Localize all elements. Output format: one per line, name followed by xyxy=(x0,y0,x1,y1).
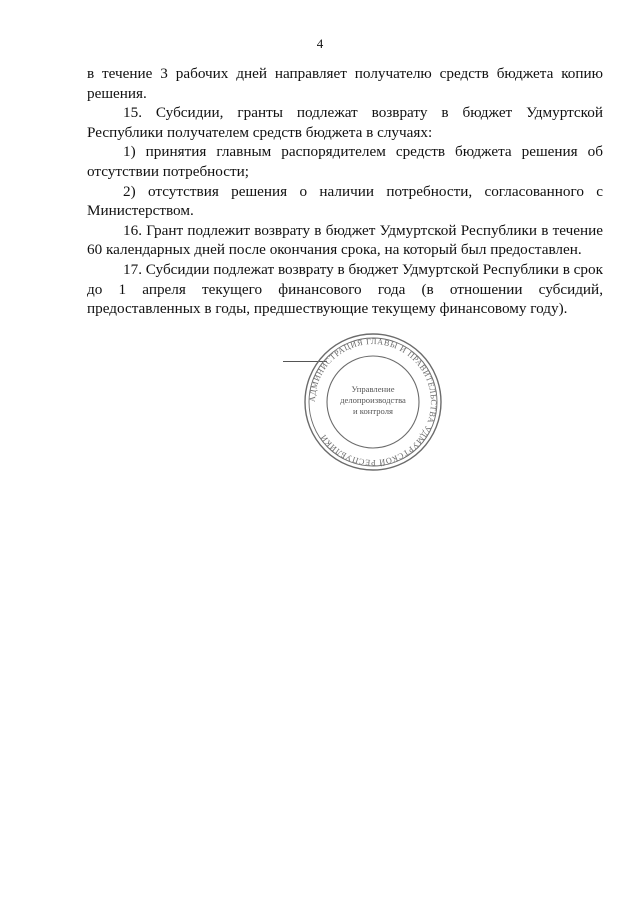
document-body xyxy=(87,64,603,319)
paragraph-15-item-2: 2) отсутствия решения о наличии потребности, согласованного с Министерством. xyxy=(87,182,603,220)
page-number: 4 xyxy=(316,36,324,51)
stamp-center-line-2: делопроизводства xyxy=(340,395,406,405)
paragraph-16: 16. Грант подлежит возврату в бюджет Удмуртской Республики в течение 60 календарных дней после окончания срока, на который был предоставлен. xyxy=(87,221,603,259)
paragraph-continuation: в течение 3 рабочих дней направляет получателю средств бюджета копию решения. xyxy=(87,65,603,102)
stamp-center-line-3: и контроля xyxy=(353,406,393,416)
paragraph-17: 17. Субсидии подлежат возврату в бюджет Удмуртской Республики в срок до 1 апреля текущего финансового года (в отношении субсидий, предоставленных в годы, предшествующие текущему финансовому году). xyxy=(87,260,603,318)
paragraph-15: 15. Субсидии, гранты подлежат возврату в бюджет Удмуртской Республики получателем средств бюджета в случаях: xyxy=(87,104,603,141)
official-stamp xyxy=(283,332,463,472)
stamp-ring-textpath: АДМИНИСТРАЦИЯ ГЛАВЫ И ПРАВИТЕЛЬСТВА УДМУРТСКОЙ РЕСПУБЛИКИ xyxy=(307,336,439,468)
stamp-center-line-1: Управление xyxy=(351,384,395,394)
paragraph-15-item-1: 1) принятия главным распорядителем средств бюджета решения об отсутствии потребности; xyxy=(87,143,603,180)
stamp-seal-icon xyxy=(283,332,463,472)
